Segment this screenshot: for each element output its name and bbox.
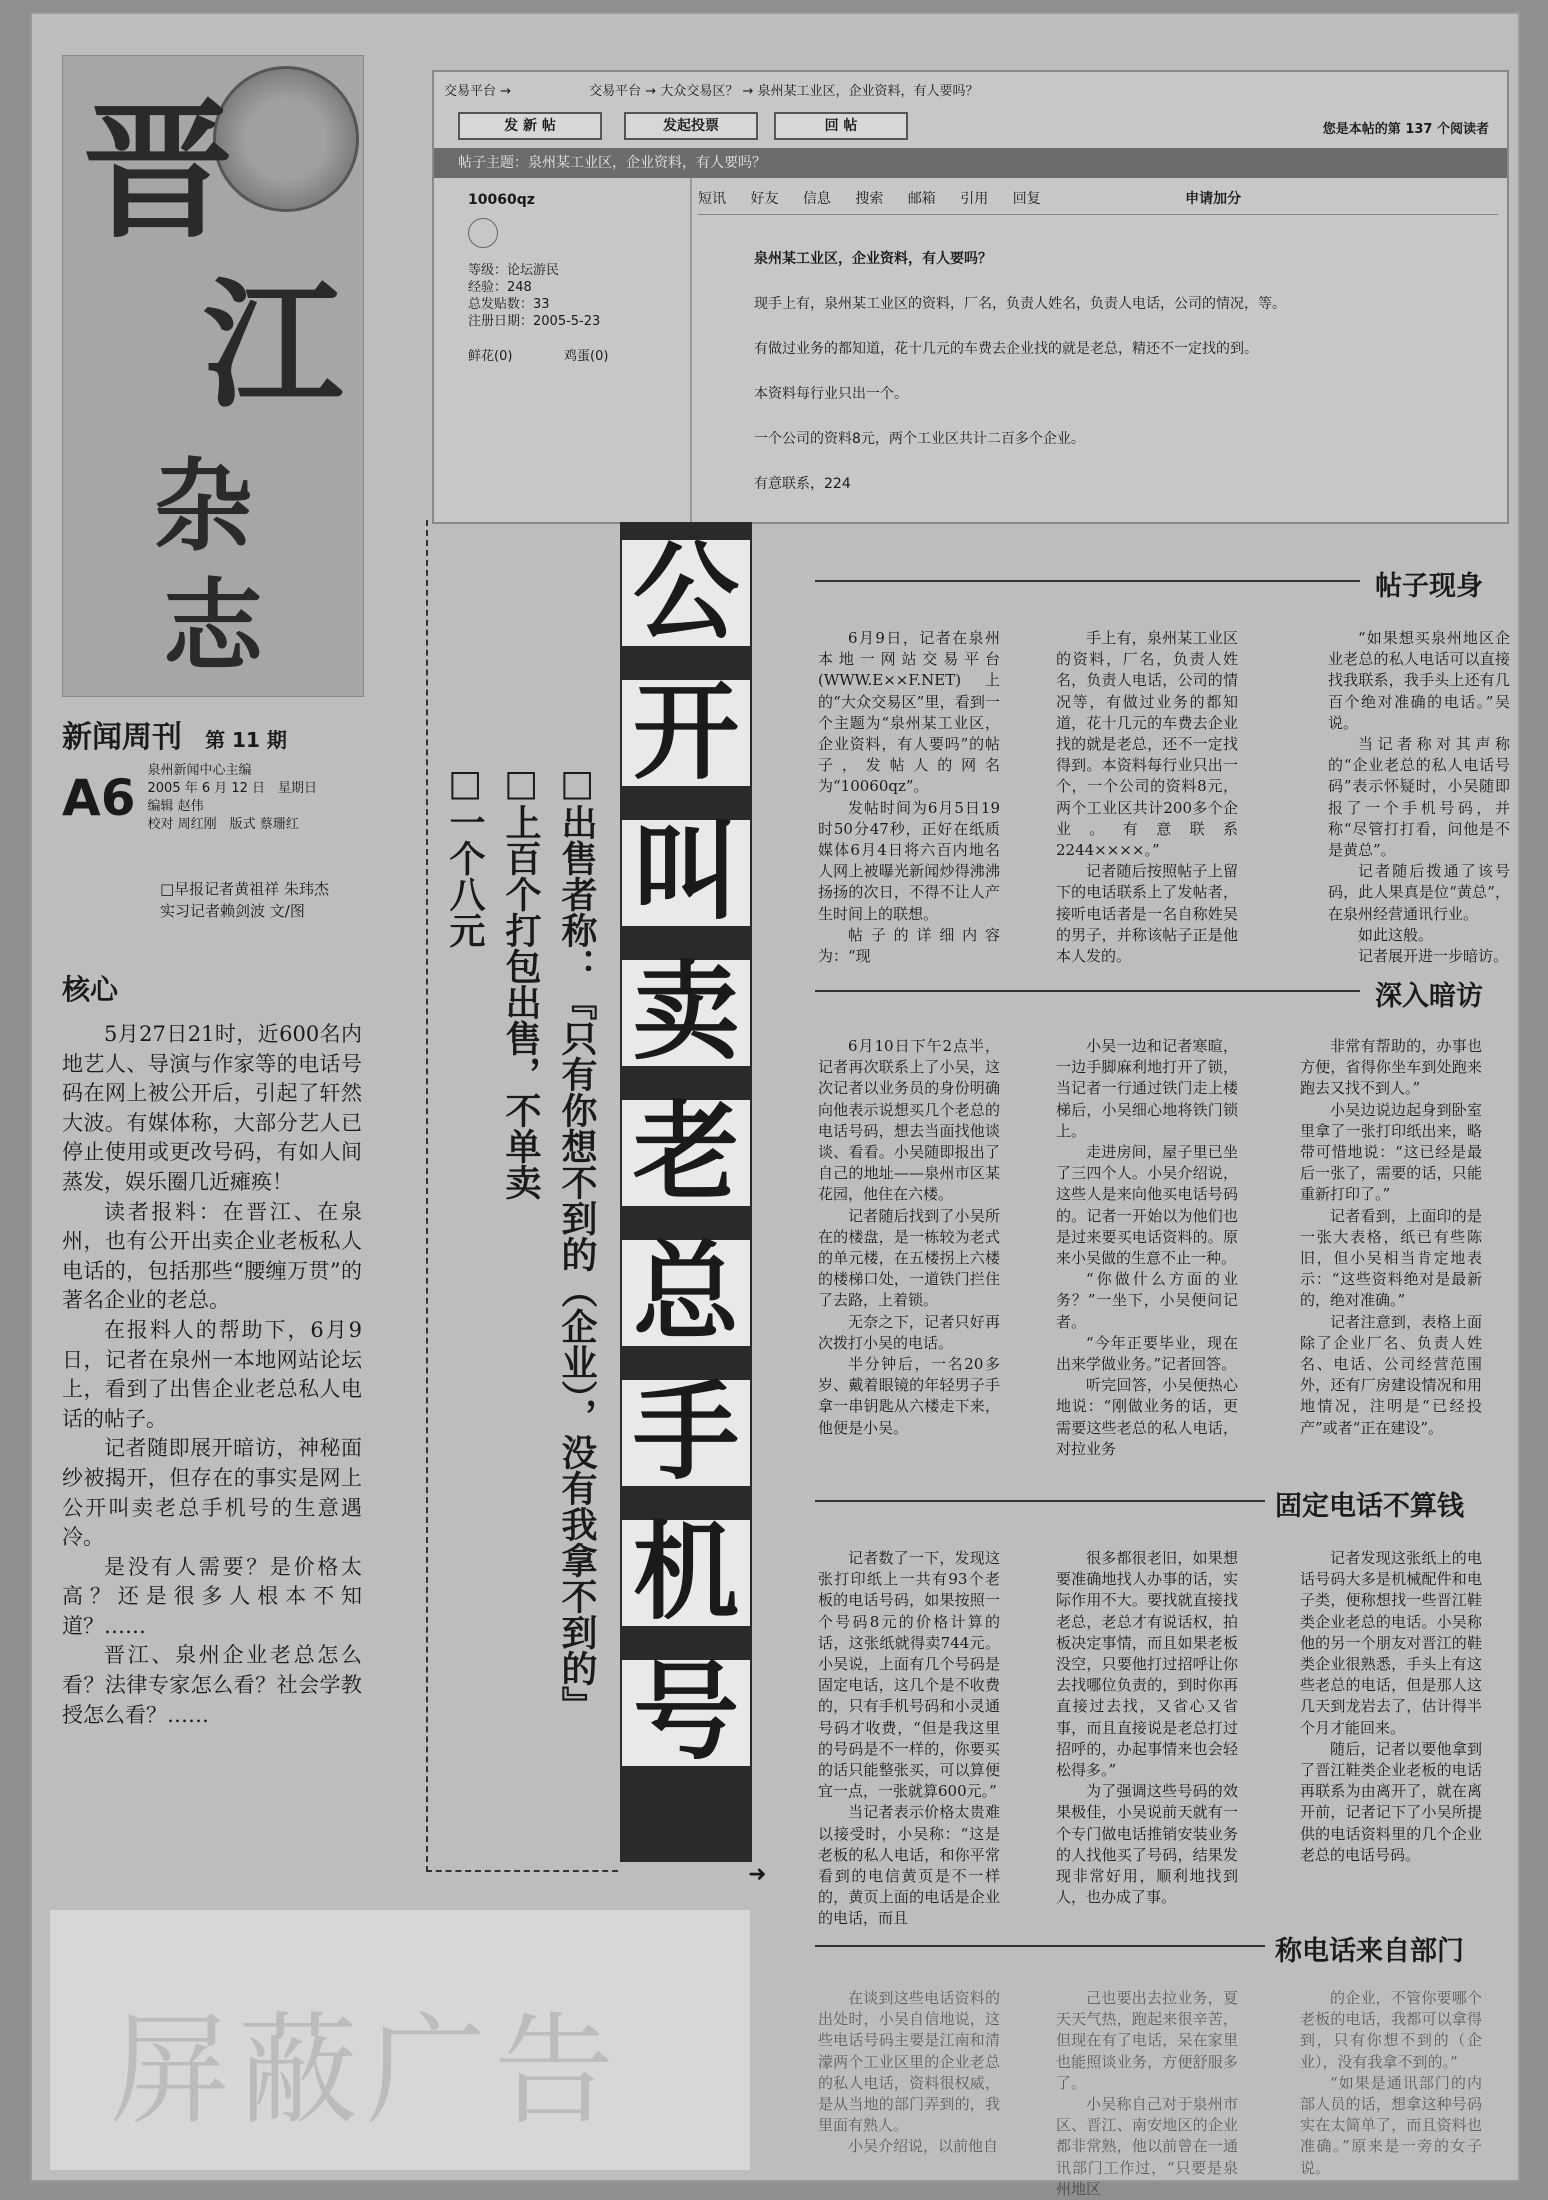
masthead-char: 晋 bbox=[83, 83, 234, 259]
core-paragraph: 是没有人需要？是价格太高？还是很多人根本不知道？…… bbox=[62, 1554, 362, 1638]
view-count: 您是本帖的第 137 个阅读者 bbox=[1322, 122, 1489, 137]
pull-quote-col bbox=[556, 762, 600, 1722]
tool-friend[interactable]: 好友 bbox=[750, 191, 779, 207]
tool-search[interactable]: 搜索 bbox=[855, 191, 884, 207]
article-column bbox=[1300, 1988, 1482, 2179]
article-paragraph: 无奈之下，记者只好再次拨打小吴的电话。 bbox=[818, 1312, 1000, 1352]
article-paragraph: 听完回答，小吴便热心地说：“刚做业务的话，更需要这些老总的私人电话，对拉业务 bbox=[1056, 1376, 1238, 1458]
section-title: 固定电话不算钱 bbox=[1275, 1491, 1464, 1522]
pull-quote-col bbox=[500, 762, 544, 1200]
page-number: A6 bbox=[62, 769, 136, 827]
core-paragraph: 记者随即展开暗访，神秘面纱被揭开，但存在的事实是网上公开叫卖老总手机号的生意遇冷。 bbox=[62, 1436, 362, 1550]
username[interactable]: 10060qz bbox=[468, 192, 535, 208]
core-paragraph: 晋江、泉州企业老总怎么看？法律专家怎么看？社会学教授怎么看？…… bbox=[62, 1643, 362, 1727]
article-paragraph: 小吴一边和记者寒暄，一边手脚麻利地打开了锁，当记者一行通过铁门走上楼梯后，小吴细心地将铁门锁上。 bbox=[1056, 1037, 1238, 1140]
avatar bbox=[468, 218, 498, 248]
article-paragraph: 手上有，泉州某工业区的资料，厂名，负责人姓名，负责人电话，公司的情况等，有做过业务的都知道，花十几元的车费去企业找的就是老总，还不一定找得到。本资料每行业只出一个，一个公司的资料8元，两个工业区共计200多个企业。有意联系2244××××。” bbox=[1056, 629, 1238, 860]
article-column bbox=[1300, 1036, 1482, 1439]
article-column bbox=[1300, 1548, 1482, 1866]
forum-breadcrumb bbox=[444, 80, 993, 99]
issue-editor-line: 泉州新闻中心主编 bbox=[147, 763, 252, 778]
article-paragraph: 6月10日下午2点半，记者再次联系上了小吴，这次记者以业务员的身份明确向他表示说想买几个老总的电话号码，想去当面找他谈谈、看看。小吴随即报出了自己的地址——泉州市区某花园，他住在六楼。 bbox=[818, 1037, 1000, 1204]
byline-interns: 实习记者赖剑波 文/图 bbox=[160, 902, 305, 920]
egg-link[interactable]: 鸡蛋(0) bbox=[564, 349, 609, 364]
headline-char: 手 bbox=[622, 1380, 750, 1486]
article-paragraph: 当记者表示价格太贵难以接受时，小吴称：“这是老板的私人电话，和你平常看到的电信黄页是不一样的，黄页上面的电话是企业的电话，而且 bbox=[818, 1803, 1000, 1928]
article-paragraph: 记者发现这张纸上的电话号码大多是机械配件和电子类，便称想找一些晋江鞋类企业老总的电话。小吴称他的另一个朋友对晋江的鞋类企业很熟悉，手头上有这些老总的电话，但是那人这几天到龙岩去了，估计得半个月才能回来。 bbox=[1300, 1549, 1482, 1737]
section-title: 深入暗访 bbox=[1375, 981, 1483, 1012]
section-rule bbox=[815, 990, 1360, 992]
core-paragraph: 5月27日21时，近600名内地艺人、导演与作家等的电话号码在网上被公开后，引起了轩然大波。有媒体称，大部分艺人已停止使用或更改号码，有如人间蒸发，娱乐圈几近瘫痪！ bbox=[62, 1022, 362, 1194]
section-rule bbox=[815, 580, 1360, 582]
article-paragraph: 记者随后按照帖子上留下的电话联系上了发帖者，接听电话者是一名自称姓吴的男子，并称该帖子正是他本人发的。 bbox=[1056, 862, 1238, 966]
issue-date: 2005 年 6 月 12 日 星期日 bbox=[147, 781, 318, 796]
article-paragraph: 记者随后找到了小吴所在的楼盘，是一栋较为老式的单元楼，在五楼拐上六楼的楼梯口处，一道铁门拦住了去路，上着锁。 bbox=[818, 1206, 1000, 1310]
masthead-seal bbox=[213, 66, 359, 212]
user-exp: 经验：248 bbox=[468, 280, 532, 295]
headline-char: 卖 bbox=[622, 960, 750, 1066]
core-title: 核心 bbox=[62, 973, 119, 1006]
article-paragraph: 走进房间，屋子里已坐了三四个人。小吴介绍说，这些人是来向他买电话号码的。记者一开始以为他们也是过来要买电话资料的。原来小吴做的生意不止一种。 bbox=[1056, 1143, 1238, 1268]
article-paragraph: 己也要出去拉业务，夏天天气热，跑起来很辛苦，但现在有了电话，呆在家里也能照谈业务，方便舒服多了。 bbox=[1056, 1989, 1238, 2092]
masthead-char: 江 bbox=[203, 264, 344, 428]
article-column bbox=[818, 628, 1000, 967]
pull-quote-text: □上百个打包出售，不单卖 bbox=[500, 762, 542, 1200]
article-paragraph: 为了强调这些号码的效果极佳，小吴说前天就有一个专门做电话推销安装业务的人找他买了号码，结果发现非常好用，顺利地找到人，也办成了事。 bbox=[1056, 1782, 1238, 1907]
ad-mask-text: 屏蔽广告 bbox=[110, 2002, 622, 2141]
tool-quote[interactable]: 引用 bbox=[960, 191, 989, 207]
issue-info bbox=[62, 712, 382, 834]
section-title: 称电话来自部门 bbox=[1275, 1936, 1464, 1967]
tool-message[interactable]: 短讯 bbox=[698, 191, 726, 207]
article-column bbox=[1056, 1988, 1238, 2200]
reply-button[interactable]: 回 帖 bbox=[774, 112, 908, 140]
post-line: 现手上有，泉州某工业区的资料，厂名，负责人姓名，负责人电话，公司的情况，等。 bbox=[754, 296, 1286, 312]
forum-screenshot bbox=[432, 70, 1509, 524]
article-paragraph: 帖子的详细内容为：“现 bbox=[818, 925, 1000, 966]
post-toolbar bbox=[698, 188, 1498, 215]
article-paragraph: 记者数了一下，发现这张打印纸上一共有93个老板的电话号码，如果按照一个号码8元的价格计算的话，这张纸就得卖744元。小吴说，上面有几个号码是固定电话，这几个是不收费的，只有手机号码和小灵通号码才收费，“但是我这里的号码是不一样的，你要买的话只能整张买，可以算便宜一点，一张就算600元。” bbox=[818, 1549, 1000, 1801]
issue-number: 第 11 期 bbox=[205, 728, 287, 752]
section-rule bbox=[815, 1945, 1265, 1947]
article-paragraph: 半分钟后，一名20多岁、戴着眼镜的年轻男子手拿一串钥匙从六楼走下来，他便是小吴。 bbox=[818, 1355, 1000, 1437]
article-paragraph: “你做什么方面的业务？”一坐下，小吴便问记者。 bbox=[1056, 1270, 1238, 1331]
article-paragraph: 在谈到这些电话资料的出处时，小吴自信地说，这些电话号码主要是江南和清濛两个工业区里的企业老总的私人电话，资料很权威，是从当地的部门弄到的，我里面有熟人。 bbox=[818, 1989, 1000, 2135]
core-paragraph: 在报料人的帮助下，6月9日，记者在泉州一本地网站论坛上，看到了出售企业老总私人电话的帖子。 bbox=[62, 1317, 362, 1431]
article-column bbox=[1056, 1036, 1238, 1460]
article-column bbox=[1056, 628, 1238, 967]
article-paragraph: 记者注意到，表格上面除了企业厂名、负责人姓名、电话、公司经营范围外，还有厂房建设情况和用地情况，注明是“已经投产”或者“正在建设”。 bbox=[1300, 1312, 1482, 1437]
post-title: 泉州某工业区，企业资料，有人要吗？ bbox=[754, 251, 992, 267]
article-paragraph: 的企业，不管你要哪个老板的电话，我都可以拿得到，只有你想不到的（企业），没有我拿不到的。” bbox=[1300, 1989, 1482, 2071]
article-paragraph: “今年正要毕业，现在出来学做业务。”记者回答。 bbox=[1056, 1333, 1238, 1374]
article-paragraph: 小吴称自己对于泉州市区、晋江、南安地区的企业都非常熟，他以前曾在一通讯部门工作过，“只要是泉州地区 bbox=[1056, 2095, 1238, 2198]
article-paragraph: 6月9日，记者在泉州本地一网站交易平台(WWW.E××F.NET)上的“大众交易区”里，看到一个主题为“泉州某工业区，企业资料，有人要吗”的帖子，发帖人的网名为“10060qz”。 bbox=[818, 629, 1000, 796]
tool-mail[interactable]: 邮箱 bbox=[907, 191, 936, 207]
issue-title: 新闻周刊 bbox=[62, 720, 182, 755]
headline-char: 开 bbox=[622, 680, 750, 786]
new-post-button[interactable]: 发 新 帖 bbox=[458, 112, 602, 140]
headline-char: 总 bbox=[622, 1240, 750, 1346]
user-rank: 等级：论坛游民 bbox=[468, 263, 560, 278]
forum-nav-item[interactable]: 交易平台 → 大众交易区？ → 泉州某工业区，企业资料，有人要吗？ bbox=[589, 84, 979, 99]
article-column bbox=[818, 1988, 1000, 2158]
headline-char: 机 bbox=[622, 1520, 750, 1626]
headline-char: 老 bbox=[622, 1100, 750, 1206]
article-paragraph: 非常有帮助的，办事也方便，省得你坐车到处跑来跑去又找不到人。” bbox=[1300, 1037, 1482, 1098]
article-column bbox=[818, 1036, 1000, 1439]
flower-link[interactable]: 鲜花(0) bbox=[468, 349, 513, 364]
topic-bar bbox=[434, 148, 1507, 178]
tool-add-points[interactable]: 申请加分 bbox=[1185, 191, 1242, 207]
issue-editor: 编辑 赵伟 bbox=[147, 799, 204, 814]
article-paragraph: 当记者称对其声称的“企业老总的私人电话号码”表示怀疑时，小吴随即报了一个手机号码，并称“尽管打打看，问他是不是黄总”。 bbox=[1328, 735, 1510, 860]
pull-quote-text: □出售者称：『只有你想不到的（企业），没有我拿不到的』 bbox=[556, 762, 598, 1722]
article-paragraph: 小吴介绍说，以前他自 bbox=[848, 2137, 999, 2156]
article-column bbox=[1056, 1548, 1238, 1908]
headline-char: 号 bbox=[622, 1660, 750, 1766]
post-line: 一个公司的资料8元，两个工业区共计二百多个企业。 bbox=[754, 431, 1085, 447]
article-paragraph: 记者看到，上面印的是一张大表格，纸已有些陈旧，但小吴相当肯定地表示：“这些资料绝对是最新的，绝对准确。” bbox=[1300, 1206, 1482, 1310]
article-paragraph: 记者展开进一步暗访。 bbox=[1358, 947, 1509, 966]
post-line: 有做过业务的都知道，花十几元的车费去企业找的就是老总，精还不一定找的到。 bbox=[754, 341, 1258, 357]
tool-info[interactable]: 信息 bbox=[802, 191, 831, 207]
post-content bbox=[754, 248, 1454, 518]
core-text bbox=[62, 1020, 362, 1730]
article-paragraph: 随后，记者以要他拿到了晋江鞋类企业老板的电话再联系为由离开了，就在离开前，记者记下了小吴所提供的电话资料里的几个企业老总的电话号码。 bbox=[1300, 1739, 1482, 1864]
pull-quote-text: □一个八元 bbox=[444, 762, 486, 948]
headline-char: 公 bbox=[622, 540, 750, 646]
byline bbox=[160, 878, 390, 922]
article-column bbox=[1328, 628, 1510, 967]
arrow-icon: ➜ bbox=[748, 1862, 767, 1887]
article-paragraph: 小吴边说边起身到卧室里拿了一张打印纸出来，略带可惜地说：“这已经是最后一张了，需要的话，只能重新打印了。” bbox=[1300, 1100, 1482, 1204]
user-panel bbox=[434, 178, 692, 522]
issue-proof: 校对 周红刚 版式 蔡珊红 bbox=[147, 817, 299, 832]
masthead-char: 杂 bbox=[153, 447, 253, 565]
new-vote-button[interactable]: 发起投票 bbox=[624, 112, 758, 140]
article-paragraph: “如果想买泉州地区企业老总的私人电话可以直接找我联系，我手头上还有几百个绝对准确的电话。”吴说。 bbox=[1328, 629, 1510, 732]
user-regdate: 注册日期：2005-5-23 bbox=[468, 314, 601, 329]
tool-reply[interactable]: 回复 bbox=[1012, 191, 1041, 207]
forum-nav-item[interactable]: 交易平台 → bbox=[444, 84, 512, 99]
article-paragraph: 很多都很老旧，如果想要准确地找人办事的话，实际作用不大。要找就直接找老总，老总才有说话权，拍板决定事情，而且如果老板没空，只要他打过招呼让你去找哪位负责的，到时你再直接过去找，又省心又省事，而且直接说是老总打过招呼的，办起事情来也会轻松得多。” bbox=[1056, 1549, 1238, 1780]
pull-quote-col bbox=[444, 762, 488, 948]
topic-title: 帖子主题：泉州某工业区，企业资料，有人要吗？ bbox=[458, 155, 766, 171]
masthead-char: 志 bbox=[163, 567, 263, 685]
article-paragraph: 如此这般。 bbox=[1358, 925, 1434, 944]
article-column bbox=[818, 1548, 1000, 1930]
core-paragraph: 读者报料：在晋江、在泉州，也有公开出卖企业老板私人电话的，包括那些“腰缠万贯”的著名企业的老总。 bbox=[62, 1199, 362, 1313]
article-paragraph: “如果是通讯部门的内部人员的话，想拿这种号码实在太简单了，而且资料也准确。”原来是一旁的女子说。 bbox=[1300, 2073, 1482, 2177]
user-posts: 总发贴数：33 bbox=[468, 297, 550, 312]
section-rule bbox=[815, 1500, 1265, 1502]
article-paragraph: 记者随后拨通了该号码，此人果真是位“黄总”，在泉州经营通讯行业。 bbox=[1328, 862, 1510, 923]
post-line: 本资料每行业只出一个。 bbox=[754, 386, 908, 402]
headline-char: 叫 bbox=[622, 820, 750, 926]
byline-reporters: □早报记者黄祖祥 朱玮杰 bbox=[160, 880, 329, 898]
section-title: 帖子现身 bbox=[1375, 571, 1483, 602]
masthead-logo bbox=[62, 55, 364, 697]
post-line: 有意联系，224 bbox=[754, 476, 851, 492]
article-paragraph: 发帖时间为6月5日19时50分47秒，正好在纸质媒体6月4日将六百内地名人网上被曝光新闻炒得沸沸扬扬的次日，不得不让人产生时间上的联想。 bbox=[818, 798, 1000, 923]
